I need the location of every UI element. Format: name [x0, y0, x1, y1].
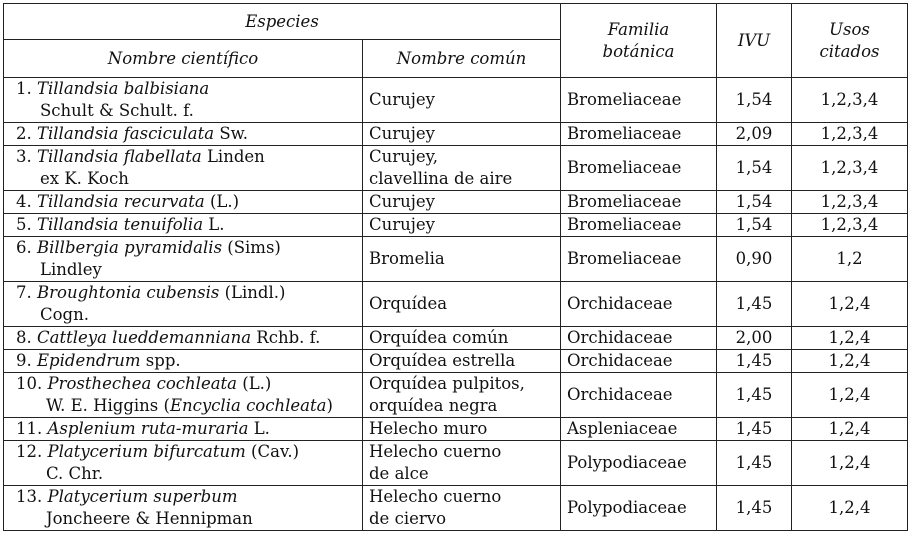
row-number: 11.: [16, 419, 48, 438]
header-nombre-comun: Nombre común: [363, 40, 561, 78]
species-name: Prosthechea cochleata: [47, 374, 238, 393]
common-name: Curujey: [369, 90, 435, 109]
cell-nombre-cientifico: [4, 78, 363, 123]
table-row: [4, 373, 908, 418]
cell-usos: 1,2,4: [792, 486, 908, 531]
common-name-line2: de alce: [369, 464, 429, 483]
row-number: 1.: [16, 79, 37, 98]
species-name: Cattleya lueddemanniana: [37, 328, 252, 347]
header-especies: Especies: [4, 4, 561, 40]
scientific-name-line: [16, 192, 239, 211]
cell-usos: 1,2,4: [792, 327, 908, 350]
cell-ivu: 1,45: [717, 282, 792, 327]
cell-ivu: 1,54: [717, 78, 792, 123]
common-name: Orquídea: [369, 294, 448, 313]
scientific-name-line: [16, 419, 270, 438]
cell-familia: Orchidaceae: [561, 327, 717, 350]
cell-familia: Aspleniaceae: [561, 418, 717, 441]
scientific-name-line: [16, 147, 265, 166]
table-row: [4, 78, 908, 123]
cell-ivu: 1,54: [717, 191, 792, 214]
cell-nombre-cientifico: [4, 214, 363, 237]
scientific-name-line: [16, 238, 281, 257]
cell-ivu: 1,54: [717, 214, 792, 237]
table-row: [4, 350, 908, 373]
cell-familia: Bromeliaceae: [561, 237, 717, 282]
species-author-line2: [16, 259, 356, 281]
cell-nombre-cientifico: [4, 123, 363, 146]
cell-familia: Orchidaceae: [561, 373, 717, 418]
species-author: L.: [203, 215, 225, 234]
cell-nombre-comun: [363, 214, 561, 237]
common-name-line2: de ciervo: [369, 509, 446, 528]
cell-ivu: 1,45: [717, 373, 792, 418]
species-name: Platycerium bifurcatum: [47, 442, 246, 461]
common-name: Curujey: [369, 124, 435, 143]
row-number: 13.: [16, 487, 48, 506]
cell-ivu: 2,09: [717, 123, 792, 146]
cell-familia: Bromeliaceae: [561, 78, 717, 123]
common-name: Orquídea estrella: [369, 351, 516, 370]
scientific-name-line: [16, 124, 248, 143]
cell-nombre-cientifico: [4, 327, 363, 350]
cell-ivu: 2,00: [717, 327, 792, 350]
cell-nombre-cientifico: [4, 418, 363, 441]
species-author: L.: [248, 419, 270, 438]
scientific-name-line: [16, 442, 299, 461]
cell-nombre-cientifico: [4, 486, 363, 531]
cell-nombre-comun: [363, 282, 561, 327]
table-row: [4, 191, 908, 214]
row-number: 5.: [16, 215, 37, 234]
row-number: 4.: [16, 192, 37, 211]
scientific-name-line: [16, 351, 181, 370]
header-familia: Familia botánica: [561, 4, 717, 78]
table-row: [4, 123, 908, 146]
cell-usos: 1,2,3,4: [792, 214, 908, 237]
species-name: Platycerium superbum: [47, 487, 238, 506]
scientific-name-line: [16, 215, 225, 234]
cell-ivu: 1,45: [717, 418, 792, 441]
cell-nombre-comun: [363, 327, 561, 350]
table-body: [4, 78, 908, 531]
species-author: (L.): [204, 192, 240, 211]
species-author-end: ): [326, 396, 333, 415]
species-author-line2: [16, 168, 356, 190]
common-name: Curujey,: [369, 147, 439, 166]
cell-nombre-comun: [363, 191, 561, 214]
cell-ivu: 0,90: [717, 237, 792, 282]
table-row: [4, 214, 908, 237]
scientific-name-line: [16, 283, 285, 302]
species-author-line2: [16, 508, 356, 530]
species-author: W. E. Higgins (: [46, 396, 170, 415]
common-name: Orquídea común: [369, 328, 509, 347]
row-number: 8.: [16, 328, 37, 347]
cell-familia: Orchidaceae: [561, 350, 717, 373]
species-author: spp.: [140, 351, 181, 370]
cell-usos: 1,2,4: [792, 418, 908, 441]
species-author: Joncheere & Hennipman: [46, 509, 253, 528]
cell-ivu: 1,54: [717, 146, 792, 191]
cell-nombre-comun: [363, 441, 561, 486]
common-name-line2: orquídea negra: [369, 396, 498, 415]
cell-nombre-cientifico: [4, 441, 363, 486]
scientific-name-line: [16, 79, 209, 98]
species-name: Tillandsia recurvata: [37, 192, 205, 211]
cell-familia: Bromeliaceae: [561, 214, 717, 237]
table-row: [4, 418, 908, 441]
species-author: ex K. Koch: [40, 169, 129, 188]
cell-ivu: 1,45: [717, 441, 792, 486]
row-number: 9.: [16, 351, 37, 370]
species-synonym: Encyclia cochleata: [169, 396, 327, 415]
row-number: 3.: [16, 147, 37, 166]
cell-nombre-comun: [363, 486, 561, 531]
scientific-name-line: [16, 328, 320, 347]
cell-ivu: 1,45: [717, 350, 792, 373]
common-name: Curujey: [369, 215, 435, 234]
species-name: Broughtonia cubensis: [37, 283, 220, 302]
species-author: Linden: [201, 147, 265, 166]
cell-nombre-cientifico: [4, 282, 363, 327]
scientific-name-line: [16, 374, 271, 393]
species-author-line2: [16, 463, 356, 485]
species-author: Rchb. f.: [251, 328, 321, 347]
table-row: [4, 327, 908, 350]
species-name: Tillandsia flabellata: [37, 147, 202, 166]
row-number: 12.: [16, 442, 48, 461]
common-name: Orquídea pulpitos,: [369, 374, 525, 393]
cell-ivu: 1,45: [717, 486, 792, 531]
table-row: [4, 146, 908, 191]
species-author: (Sims): [222, 238, 281, 257]
common-name: Helecho cuerno: [369, 487, 502, 506]
species-author: Sw.: [214, 124, 249, 143]
header-ivu: IVU: [717, 4, 792, 78]
species-name: Billbergia pyramidalis: [37, 238, 223, 257]
cell-nombre-comun: [363, 350, 561, 373]
cell-familia: Orchidaceae: [561, 282, 717, 327]
species-table: [3, 3, 908, 531]
cell-nombre-comun: [363, 123, 561, 146]
species-author-line2: [16, 100, 356, 122]
row-number: 10.: [16, 374, 48, 393]
cell-nombre-comun: [363, 237, 561, 282]
cell-nombre-cientifico: [4, 146, 363, 191]
species-name: Tillandsia fasciculata: [37, 124, 215, 143]
common-name: Bromelia: [369, 249, 445, 268]
cell-usos: 1,2,3,4: [792, 78, 908, 123]
species-author: (L.): [237, 374, 272, 393]
cell-usos: 1,2,3,4: [792, 146, 908, 191]
cell-nombre-cientifico: [4, 350, 363, 373]
common-name: Helecho cuerno: [369, 442, 502, 461]
cell-familia: Bromeliaceae: [561, 191, 717, 214]
species-name: Asplenium ruta-muraria: [47, 419, 249, 438]
species-name: Tillandsia balbisiana: [37, 79, 210, 98]
cell-nombre-comun: [363, 78, 561, 123]
table-row: [4, 282, 908, 327]
scientific-name-line: [16, 487, 238, 506]
species-name: Tillandsia tenuifolia: [37, 215, 204, 234]
cell-usos: 1,2,3,4: [792, 191, 908, 214]
common-name-line2: clavellina de aire: [369, 169, 513, 188]
cell-nombre-comun: [363, 146, 561, 191]
cell-usos: 1,2,4: [792, 441, 908, 486]
row-number: 2.: [16, 124, 37, 143]
row-number: 7.: [16, 283, 37, 302]
cell-nombre-comun: [363, 418, 561, 441]
header-usos: Usos citados: [792, 4, 908, 78]
common-name: Helecho muro: [369, 419, 488, 438]
cell-nombre-comun: [363, 373, 561, 418]
common-name: Curujey: [369, 192, 435, 211]
table-row: [4, 237, 908, 282]
table-row: [4, 441, 908, 486]
cell-usos: 1,2,4: [792, 350, 908, 373]
species-author: Schult & Schult. f.: [40, 101, 194, 120]
header-nombre-cientifico: Nombre científico: [4, 40, 363, 78]
cell-familia: Polypodiaceae: [561, 441, 717, 486]
cell-familia: Bromeliaceae: [561, 146, 717, 191]
cell-usos: 1,2,3,4: [792, 123, 908, 146]
cell-familia: Bromeliaceae: [561, 123, 717, 146]
cell-usos: 1,2: [792, 237, 908, 282]
table-row: [4, 486, 908, 531]
species-author: Lindley: [40, 260, 102, 279]
row-number: 6.: [16, 238, 37, 257]
cell-nombre-cientifico: [4, 373, 363, 418]
species-author-line2: [16, 304, 356, 326]
species-name: Epidendrum: [37, 351, 141, 370]
species-author: (Cav.): [245, 442, 300, 461]
species-author: Cogn.: [40, 305, 89, 324]
cell-usos: 1,2,4: [792, 282, 908, 327]
species-author: (Lindl.): [219, 283, 286, 302]
species-author-line2: [16, 395, 356, 417]
cell-usos: 1,2,4: [792, 373, 908, 418]
cell-nombre-cientifico: [4, 237, 363, 282]
cell-familia: Polypodiaceae: [561, 486, 717, 531]
cell-nombre-cientifico: [4, 191, 363, 214]
species-author: C. Chr.: [46, 464, 104, 483]
